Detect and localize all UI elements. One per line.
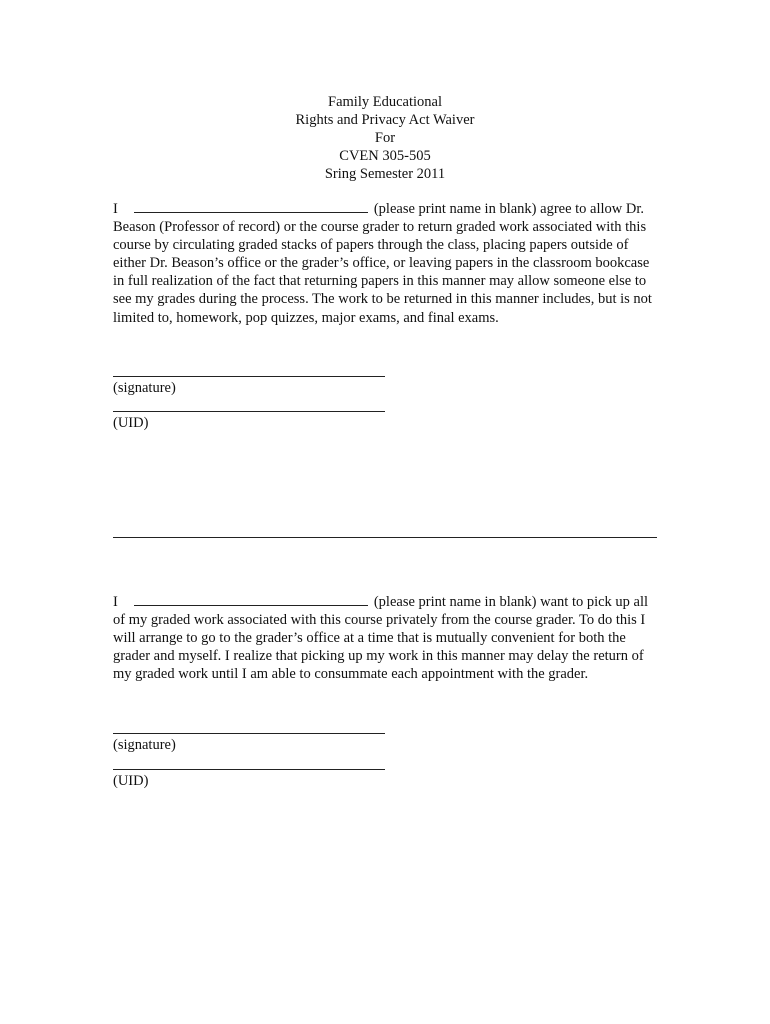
waiver-signature-label: (signature): [113, 380, 176, 396]
pickup-paragraph: [113, 593, 658, 683]
title-line-5: Sring Semester 2011: [324, 165, 446, 182]
pickup-text: (please print name in blank) want to pick up all of my graded work associated with this course privately from the course grader. To do this I will arrange to go to the grader’s office at a time that is mutually convenient for both the grader and myself. I realize that picking up my work in this manner may delay the return of my graded work until I am able to consummate each appointment with the grader.: [113, 594, 649, 683]
title-line-1: Family Educational: [328, 94, 442, 110]
waiver-paragraph: [113, 200, 658, 327]
waiver-name-blank[interactable]: [134, 200, 368, 213]
title-line-3: For: [374, 129, 396, 146]
waiver-uid-line[interactable]: [113, 411, 385, 412]
pickup-uid-line[interactable]: [113, 769, 385, 770]
document-title: [0, 94, 770, 184]
section-divider: [113, 537, 657, 538]
waiver-text: (please print name in blank) agree to allow Dr. Beason (Professor of record) or the course grader to return graded work associated with this course by circulating graded stacks of papers through the class, placing papers outside of either Dr. Beason’s office or the grader’s office, or leaving papers in the classroom bookcase in full realization of the fact that returning papers in this manner may allow someone else to see my grades during the process. The work to be returned in this manner includes, but is not limited to, homework, pop quizzes, major exams, and final exams.: [113, 201, 652, 326]
pickup-name-blank[interactable]: [134, 593, 368, 606]
waiver-uid-label: (UID): [113, 415, 149, 431]
waiver-signature-line[interactable]: [113, 376, 385, 377]
pickup-signature-label: (signature): [113, 737, 176, 753]
pickup-uid-label: (UID): [113, 773, 149, 789]
title-line-4: CVEN 305-505: [339, 147, 431, 164]
waiver-pronoun: I: [113, 201, 118, 217]
pickup-signature-line[interactable]: [113, 733, 385, 734]
title-line-2: Rights and Privacy Act Waiver: [295, 111, 475, 128]
pickup-pronoun: I: [113, 594, 118, 610]
